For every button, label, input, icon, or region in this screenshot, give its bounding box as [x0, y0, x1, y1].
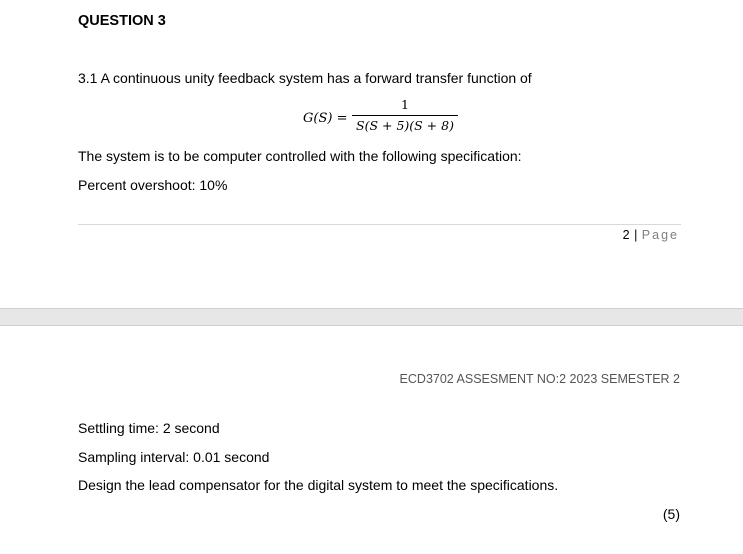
- equation-numerator: 1: [401, 97, 409, 112]
- marks-allocation: (5): [662, 506, 680, 522]
- equation-fraction: [352, 96, 458, 135]
- page-number-separator: |: [634, 228, 638, 242]
- design-instruction-line: Design the lead compensator for the digital system to meet the specifications.: [78, 477, 559, 493]
- page-break-gap: [0, 308, 743, 326]
- transfer-function-equation: [300, 96, 470, 142]
- page-header: ECD3702 ASSESMENT NO:2 2023 SEMESTER 2: [399, 372, 680, 386]
- specification-line: The system is to be computer controlled with the following specification:: [78, 148, 522, 164]
- overshoot-line: Percent overshoot: 10%: [78, 177, 228, 193]
- equation-lhs: G(S) =: [303, 111, 348, 126]
- question-intro: 3.1 A continuous unity feedback system has a forward transfer function of: [78, 70, 532, 86]
- footer-divider: [78, 224, 681, 225]
- page-number: [623, 228, 679, 242]
- question-heading: QUESTION 3: [78, 13, 166, 29]
- settling-time-line: Settling time: 2 second: [78, 420, 220, 436]
- fraction-bar: [352, 115, 458, 116]
- page-number-word: Page: [641, 228, 679, 242]
- sampling-interval-line: Sampling interval: 0.01 second: [78, 449, 270, 465]
- equation-denominator: S(S + 5)(S + 8): [356, 118, 454, 133]
- page-number-value: 2: [622, 228, 631, 242]
